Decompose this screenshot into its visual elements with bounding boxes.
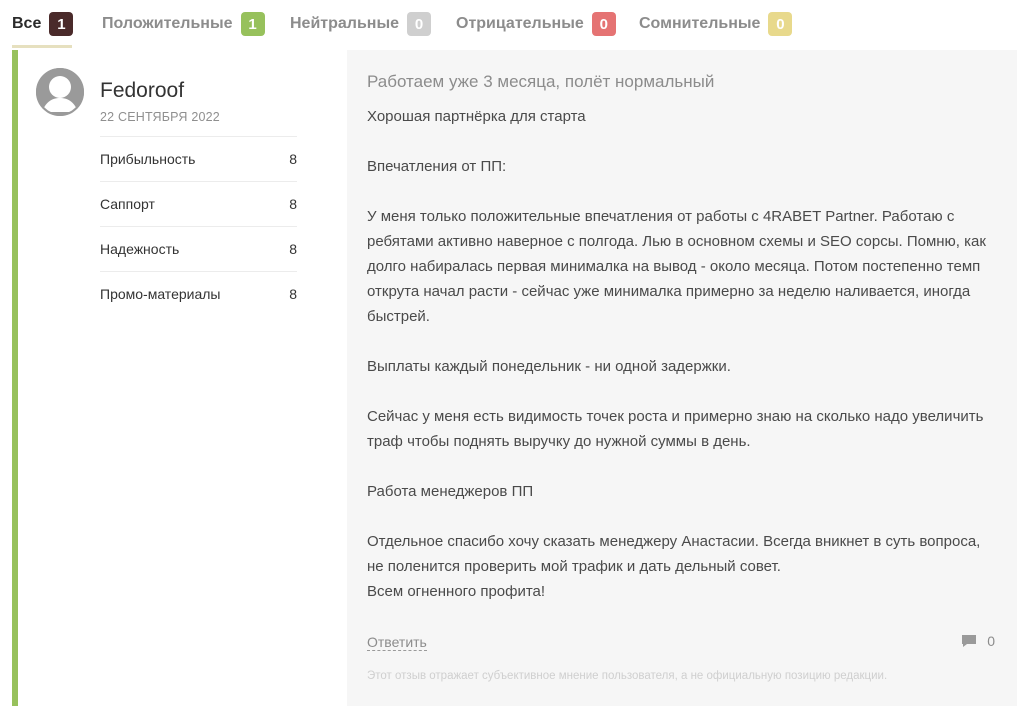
tab-positive-count: 1 <box>241 12 265 36</box>
tab-positive-label: Положительные <box>102 15 233 32</box>
review-paragraph: Хорошая партнёрка для старта <box>367 108 586 125</box>
rating-row <box>100 271 297 316</box>
speech-bubble-icon <box>961 634 977 648</box>
review-paragraph: Впечатления от ПП: <box>367 158 507 175</box>
rating-row <box>100 136 297 181</box>
review-card <box>12 50 1017 706</box>
tab-all-count: 1 <box>49 12 73 36</box>
rating-value: 8 <box>289 196 297 212</box>
rating-value: 8 <box>289 241 297 257</box>
tab-negative[interactable] <box>456 10 616 38</box>
review-paragraph: Выплаты каждый понедельник - ни одной задержки. <box>367 358 731 375</box>
review-paragraph: Отдельное спасибо хочу сказать менеджеру Анастасии. Всегда вникнет в суть вопроса, не поленится проверить мой трафик и дать дельный совет. <box>367 533 981 575</box>
tab-all-label: Все <box>12 15 42 32</box>
review-title: Работаем уже 3 месяца, полёт нормальный <box>367 72 715 91</box>
rating-label: Промо-материалы <box>100 286 221 302</box>
rating-label: Саппорт <box>100 196 155 212</box>
rating-row <box>100 181 297 226</box>
review-author-name: Fedoroof <box>100 79 185 102</box>
tab-negative-count: 0 <box>592 12 616 36</box>
review-disclaimer: Этот отзыв отражает субъективное мнение пользователя, а не официальную позицию редакции. <box>367 670 888 682</box>
tab-doubtful-label: Сомнительные <box>639 15 761 32</box>
active-tab-indicator <box>12 45 72 48</box>
review-author-panel <box>18 50 346 706</box>
tab-neutral-count: 0 <box>407 12 431 36</box>
ratings-list <box>100 136 297 316</box>
rating-label: Надежность <box>100 241 180 257</box>
avatar <box>36 68 84 116</box>
review-date: 22 СЕНТЯБРЯ 2022 <box>100 110 220 124</box>
reply-link[interactable]: Ответить <box>367 634 427 650</box>
tab-neutral[interactable] <box>290 10 431 38</box>
rating-row <box>100 226 297 271</box>
tab-doubtful[interactable] <box>639 10 792 38</box>
tab-neutral-label: Нейтральные <box>290 15 400 32</box>
review-text <box>367 104 992 604</box>
rating-value: 8 <box>289 151 297 167</box>
rating-label: Прибыльность <box>100 151 196 167</box>
user-avatar-icon <box>36 68 84 116</box>
review-paragraph: Работа менеджеров ПП <box>367 483 534 500</box>
review-filter-tabs <box>0 0 1024 50</box>
review-paragraph: Всем огненного профита! <box>367 583 546 600</box>
tab-positive[interactable] <box>102 10 265 38</box>
review-content-panel <box>347 50 1017 706</box>
tab-negative-label: Отрицательные <box>456 15 584 32</box>
tab-all[interactable] <box>12 10 73 38</box>
rating-value: 8 <box>289 286 297 302</box>
review-paragraph: Сейчас у меня есть видимость точек роста и примерно знаю на сколько надо увеличить траф чтобы поднять выручку до нужной суммы в день. <box>367 408 984 450</box>
tab-doubtful-count: 0 <box>768 12 792 36</box>
comments-count: 0 <box>987 633 995 649</box>
review-paragraph: У меня только положительные впечатления от работы с 4RABET Partner. Работаю с ребятами активно наверное с полгода. Лью в основном схемы и SEO сорсы. Помню, как долго набиралась первая минималка на вывод - около месяца. Потом постепенно темп открута начал расти - сейчас уже минималка примерно за неделю наливается, иногда быстрей. <box>367 208 986 325</box>
comments-button[interactable] <box>961 633 995 649</box>
